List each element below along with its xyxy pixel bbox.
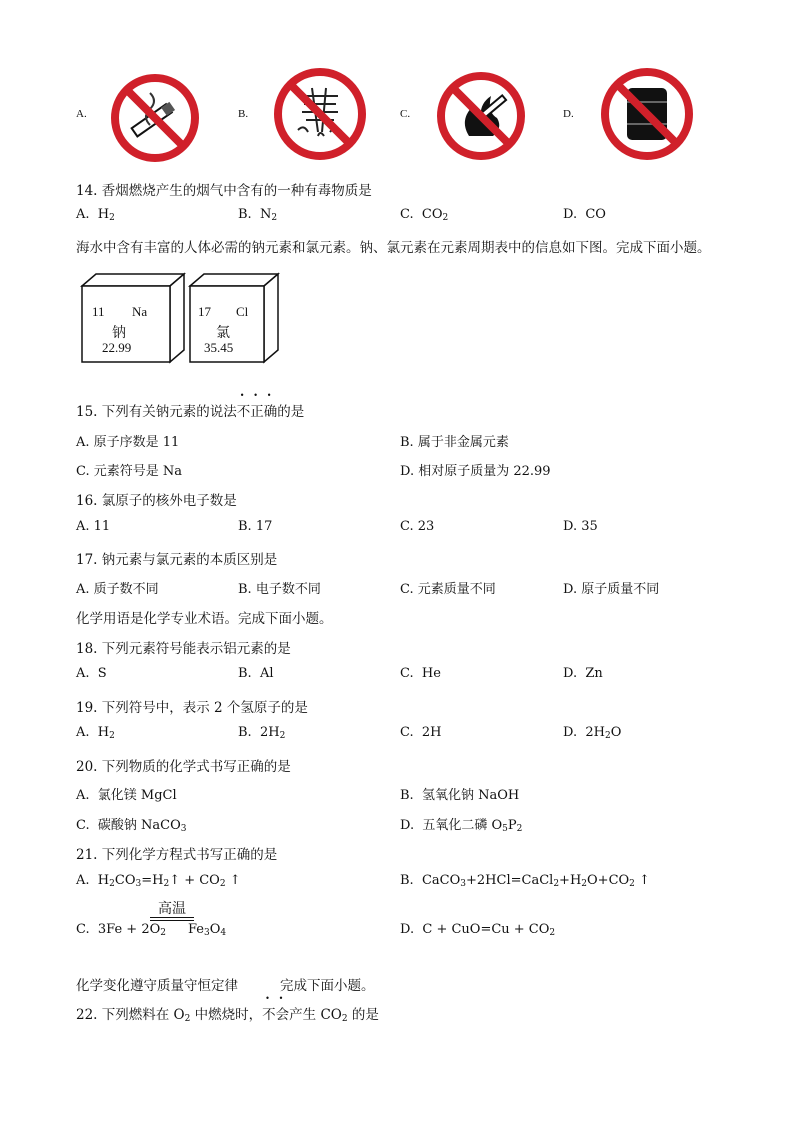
chlorine-name: 氯: [216, 325, 230, 341]
intro-mass-conservation: 化学变化遵守质量守恒定律: [76, 978, 238, 994]
question-18-stem: 18. 下列元素符号能表示铝元素的是: [76, 641, 291, 657]
option-b-label: B.: [238, 108, 249, 120]
q19-option-d: D. $2H_2O$: [563, 725, 622, 741]
element-cube-sodium: [80, 272, 186, 368]
q16-option-d: D. 35: [563, 519, 598, 534]
q17-option-b: B. 电子数不同: [238, 582, 321, 597]
question-20-stem: 20. 下列物质的化学式书写正确的是: [76, 759, 291, 775]
q16-option-b: B. 17: [238, 519, 273, 534]
option-c-label: C.: [400, 108, 411, 120]
q21-option-c-product: $Fe_3O_4$: [188, 922, 227, 938]
sodium-name: 钠: [112, 325, 126, 341]
no-fireworks-icon: [272, 66, 368, 166]
q20-option-b: B. 氢氧化钠 NaOH: [400, 788, 520, 803]
q18-option-b: B. Al: [238, 666, 274, 681]
q21-option-b: B. $CaCO_3+2HCl=CaCl_2+H_2O+CO_2$ ↑: [400, 873, 650, 889]
element-cube-chlorine: [188, 272, 280, 368]
q15-option-c: C. 元素符号是 Na: [76, 464, 183, 479]
option-d-label: D.: [563, 108, 574, 120]
no-flammable-barrel-icon: [599, 66, 695, 166]
q20-option-c: C. 碳酸钠 NaCO$_3$: [76, 818, 187, 834]
q15-option-d: D. 相对原子质量为 22.99: [400, 464, 551, 479]
q18-option-c: C. He: [400, 666, 441, 681]
q20-option-a: A. 氯化镁 MgCl: [76, 788, 177, 803]
q21-option-a: A. $H_2CO_3=H_2↑ + CO_2$ ↑: [76, 873, 241, 889]
sodium-atomic-mass: 22.99: [102, 340, 132, 355]
q17-option-c: C. 元素质量不同: [400, 582, 496, 597]
chlorine-symbol: Cl: [236, 304, 249, 319]
intro-sea-water: 海水中含有丰富的人体必需的钠元素和氯元素。钠、氯元素在元素周期表中的信息如下图。完成下面小题。: [76, 240, 711, 256]
q14-option-b: B. $N_2$: [238, 207, 278, 223]
question-15-stem: 15. 下列有关钠元素的说法不正确的是: [76, 404, 305, 420]
q18-option-a: A. S: [76, 666, 107, 681]
q21-option-d: D. $C + CuO=Cu + CO_2$: [400, 922, 556, 938]
sodium-atomic-number: 11: [92, 304, 105, 319]
q16-option-c: C. 23: [400, 519, 435, 534]
question-19-stem: 19. 下列符号中，表示 2 个氢原子的是: [76, 700, 308, 716]
q17-option-d: D. 原子质量不同: [563, 582, 660, 597]
q17-option-a: A. 质子数不同: [76, 582, 159, 597]
q14-option-c: C. $CO_2$: [400, 207, 449, 223]
q19-option-b: B. $2H_2$: [238, 725, 286, 741]
q20-option-d: D. 五氧化二磷 $O_5P_2$: [400, 818, 523, 834]
q15-option-a: A. 原子序数是 11: [76, 435, 180, 450]
question-14-stem: 14. 香烟燃烧产生的烟气中含有的一种有毒物质是: [76, 183, 372, 199]
chlorine-atomic-mass: 35.45: [204, 340, 234, 355]
q21-reaction-condition: 高温: [158, 901, 186, 917]
intro-mass-conservation-tail: 完成下面小题。: [280, 978, 375, 994]
q14-option-d: D. CO: [563, 207, 606, 222]
q18-option-d: D. Zn: [563, 666, 603, 681]
question-21-stem: 21. 下列化学方程式书写正确的是: [76, 847, 278, 863]
intro-chemistry-terms: 化学用语是化学专业术语。完成下面小题。: [76, 611, 333, 627]
q21-equals-sign: [150, 917, 194, 921]
q21-option-c: C. $3Fe + 2O_2$: [76, 922, 166, 938]
q19-option-c: C. 2H: [400, 725, 442, 740]
question-17-stem: 17. 钠元素与氯元素的本质区别是: [76, 552, 278, 568]
no-open-flame-icon: [435, 70, 527, 166]
q14-option-a: A. $H_2$: [76, 207, 115, 223]
q19-option-a: A. $H_2$: [76, 725, 115, 741]
chlorine-atomic-number: 17: [198, 304, 211, 319]
no-smoking-icon: [110, 73, 200, 167]
q16-option-a: A. 11: [76, 519, 111, 534]
q15-option-b: B. 属于非金属元素: [400, 435, 509, 450]
question-16-stem: 16. 氯原子的核外电子数是: [76, 493, 237, 509]
question-22-stem: 22. 下列燃料在 $O_2$ 中燃烧时，不会产生 $CO_2$ 的是: [76, 1007, 379, 1024]
sodium-symbol: Na: [132, 304, 148, 319]
option-a-label: A.: [76, 108, 87, 120]
